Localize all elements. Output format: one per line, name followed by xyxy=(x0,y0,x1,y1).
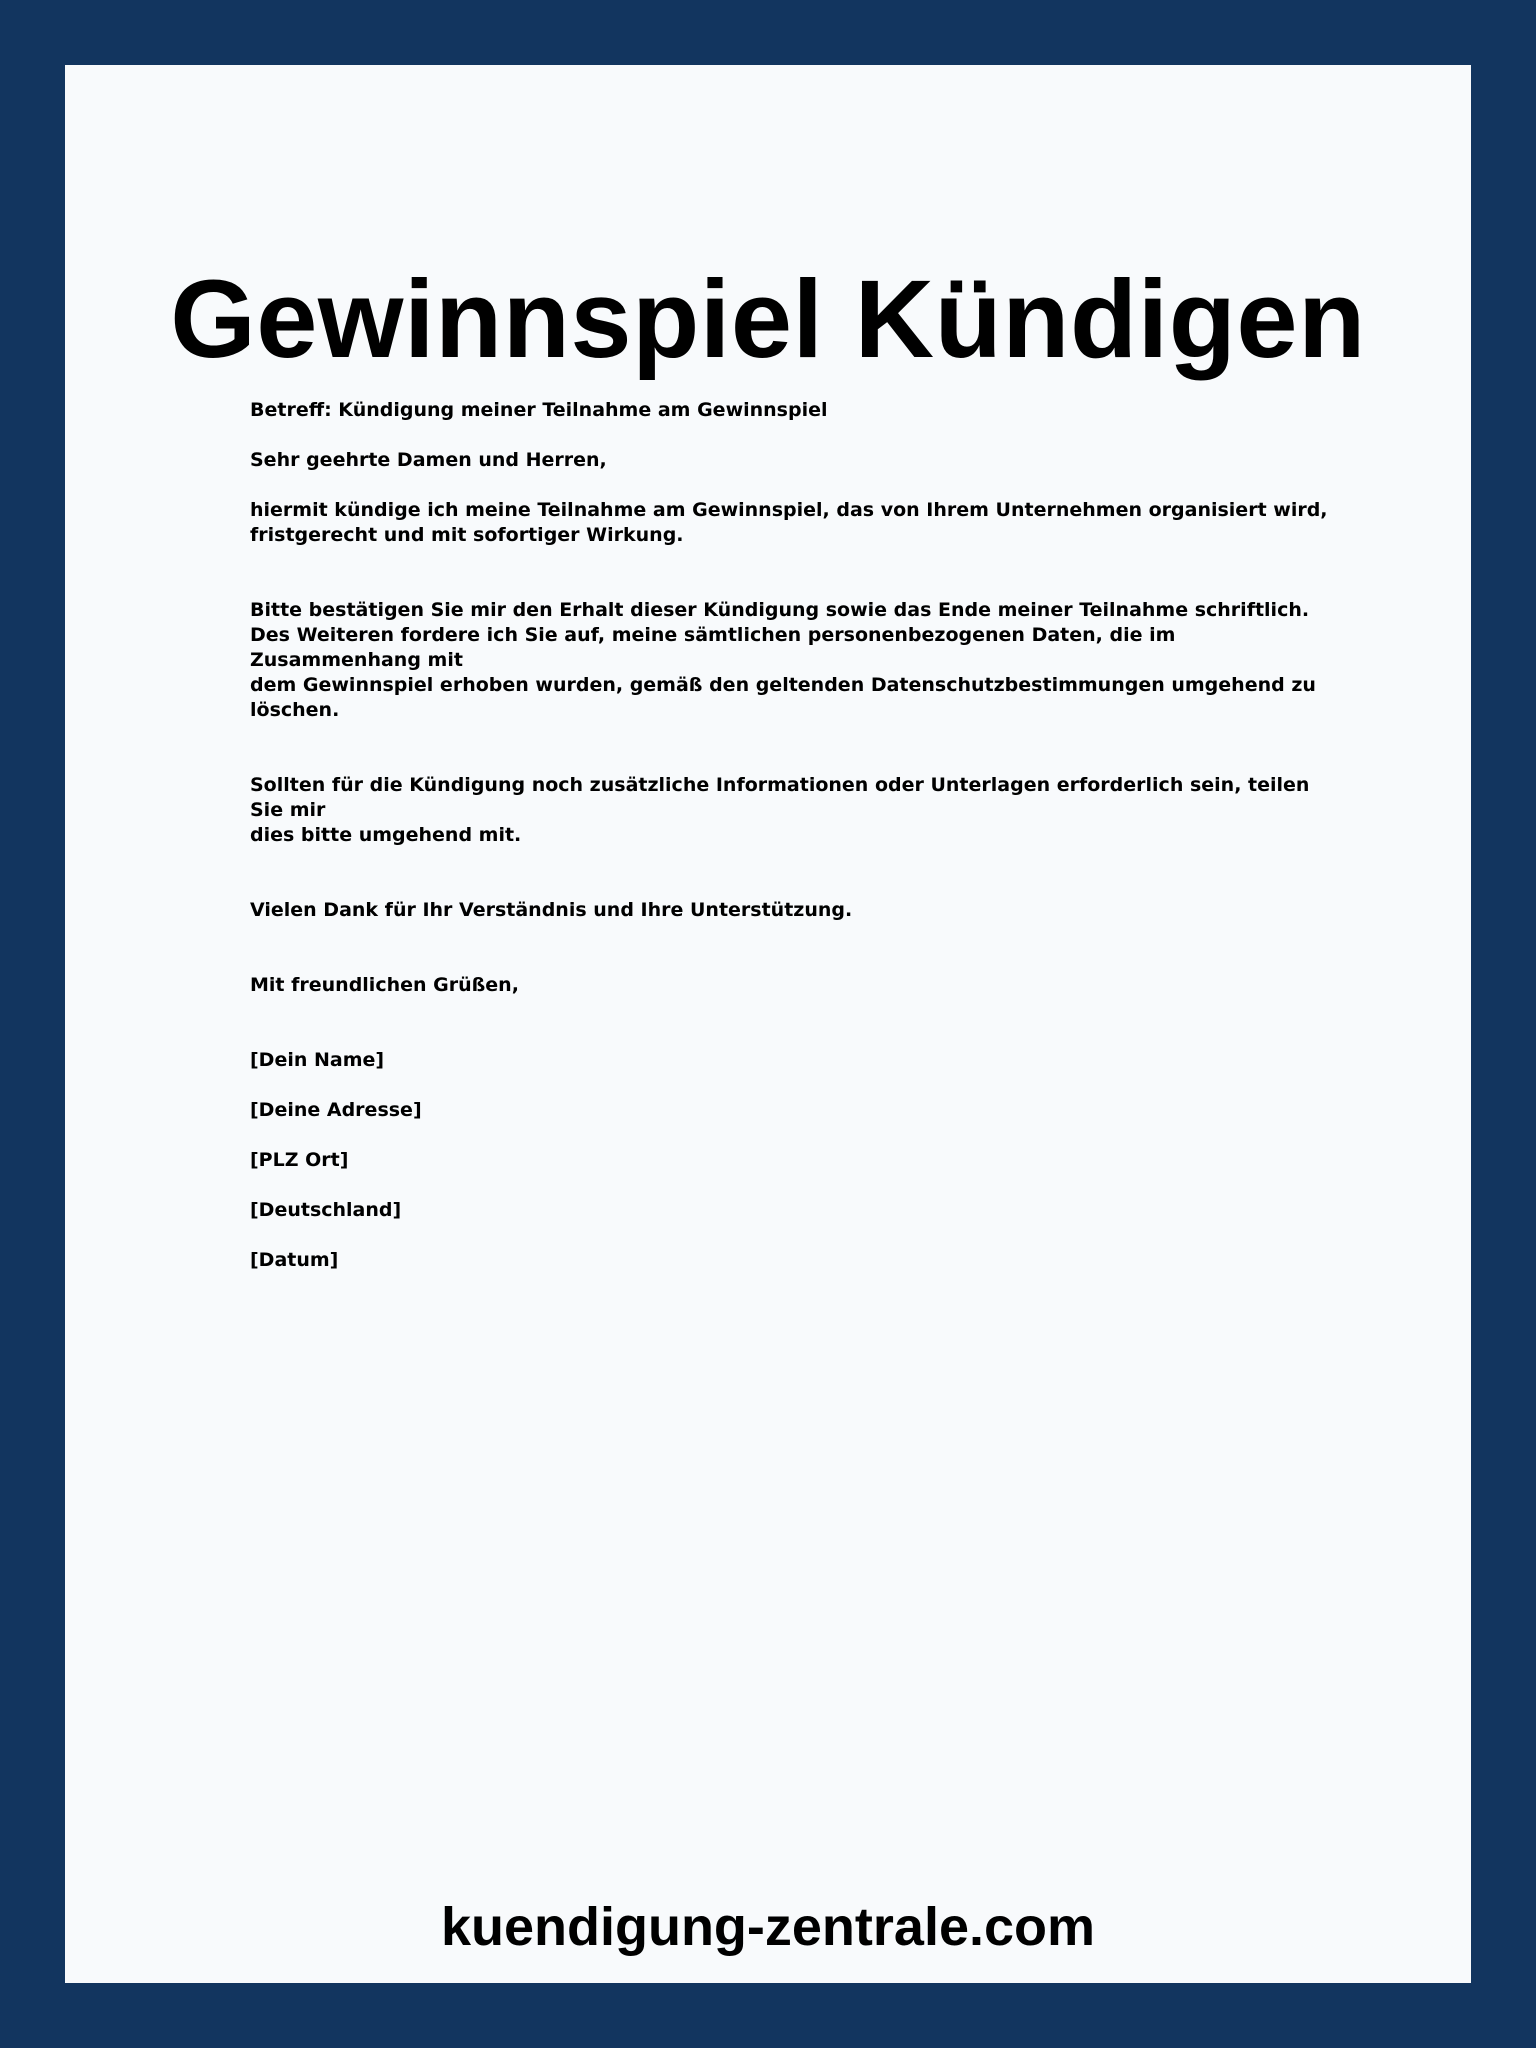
letter-paragraph-3: Sollten für die Kündigung noch zusätzliche Informationen oder Unterlagen erforderlich sein, teilen Sie mir dies bitte umgehend mit. xyxy=(250,774,1310,846)
signature-name: [Dein Name] xyxy=(250,1049,385,1071)
letter-subject: Betreff: Kündigung meiner Teilnahme am Gewinnspiel xyxy=(250,399,828,421)
letter-closing: Mit freundlichen Grüßen, xyxy=(250,974,519,996)
signature-city: [PLZ Ort] xyxy=(250,1149,349,1171)
letter-body xyxy=(250,398,1340,1298)
letter-page xyxy=(65,65,1471,1983)
letter-paragraph-1: hiermit kündige ich meine Teilnahme am Gewinnspiel, das von Ihrem Unternehmen organisiert wird, fristgerecht und mit sofortiger Wirkung. xyxy=(250,499,1328,546)
letter-thanks: Vielen Dank für Ihr Verständnis und Ihre Unterstützung. xyxy=(250,899,853,921)
letter-salutation: Sehr geehrte Damen und Herren, xyxy=(250,449,607,471)
page-title: Gewinnspiel Kündigen xyxy=(170,258,1366,381)
letter-paragraph-2: Bitte bestätigen Sie mir den Erhalt dieser Kündigung sowie das Ende meiner Teilnahme schriftlich. Des Weiteren fordere ich Sie auf, meine sämtlichen personenbezogenen Daten, die im Zusammenhang mit dem Gewinnspiel erhoben wurden, gemäß den geltenden Datenschutzbestimmungen umgehend zu löschen. xyxy=(250,599,1316,721)
signature-address: [Deine Adresse] xyxy=(250,1099,422,1121)
footer-website: kuendigung-zentrale.com xyxy=(440,1897,1096,1957)
signature-country: [Deutschland] xyxy=(250,1199,402,1221)
signature-date: [Datum] xyxy=(250,1249,339,1271)
